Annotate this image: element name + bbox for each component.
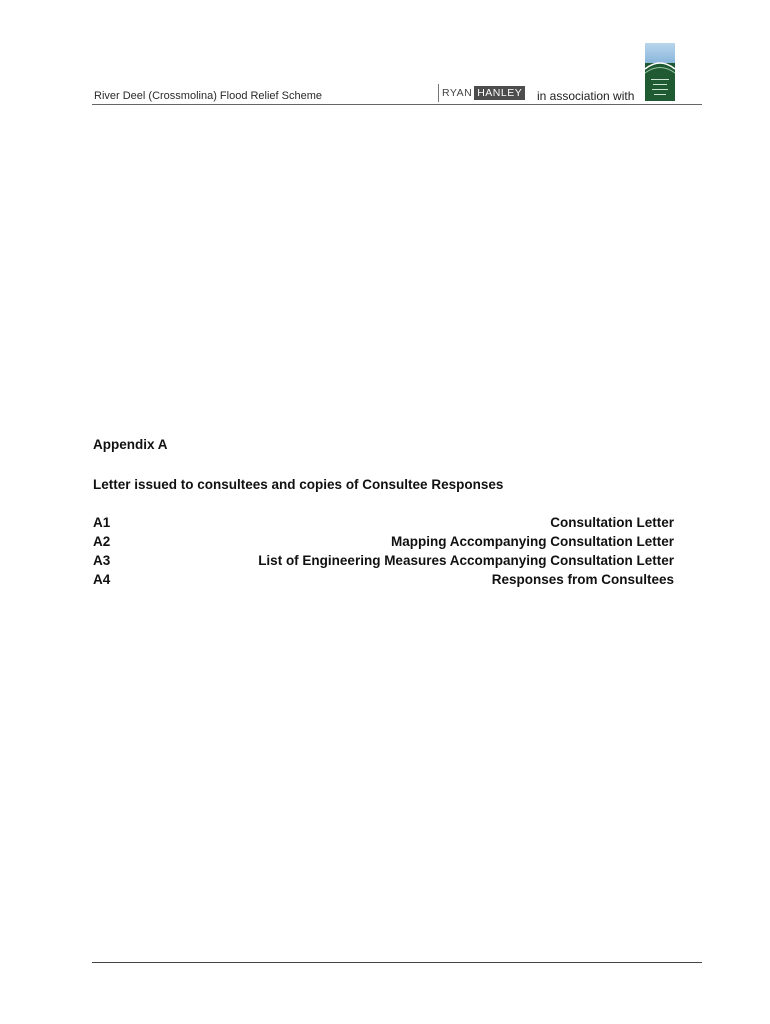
item-code: A2 xyxy=(93,534,111,549)
appendix-title: Appendix A xyxy=(93,437,168,452)
item-code: A3 xyxy=(93,553,111,568)
item-description: Mapping Accompanying Consultation Letter xyxy=(390,534,674,549)
logo-hanley-text: HANLEY xyxy=(474,86,525,100)
logo-ryan-text: RYAN xyxy=(442,87,473,99)
item-code: A4 xyxy=(93,572,111,587)
list-item xyxy=(93,572,674,591)
appendix-subtitle: Letter issued to consultees and copies of Consultee Responses xyxy=(93,477,504,492)
list-item xyxy=(93,515,674,534)
partner-organisation-logo-icon xyxy=(645,43,675,101)
item-description: Consultation Letter xyxy=(550,515,674,530)
page-header xyxy=(92,40,702,105)
appendix-items-list xyxy=(93,515,674,591)
footer-divider xyxy=(92,962,702,963)
list-item xyxy=(93,534,674,553)
item-code: A1 xyxy=(93,515,111,530)
item-description: Responses from Consultees xyxy=(491,572,674,587)
association-text: in association with xyxy=(537,89,635,103)
item-description: List of Engineering Measures Accompanying Consultation Letter xyxy=(258,553,674,568)
list-item xyxy=(93,553,674,572)
document-title: River Deel (Crossmolina) Flood Relief Scheme xyxy=(94,90,323,102)
ryan-hanley-logo xyxy=(438,84,525,102)
